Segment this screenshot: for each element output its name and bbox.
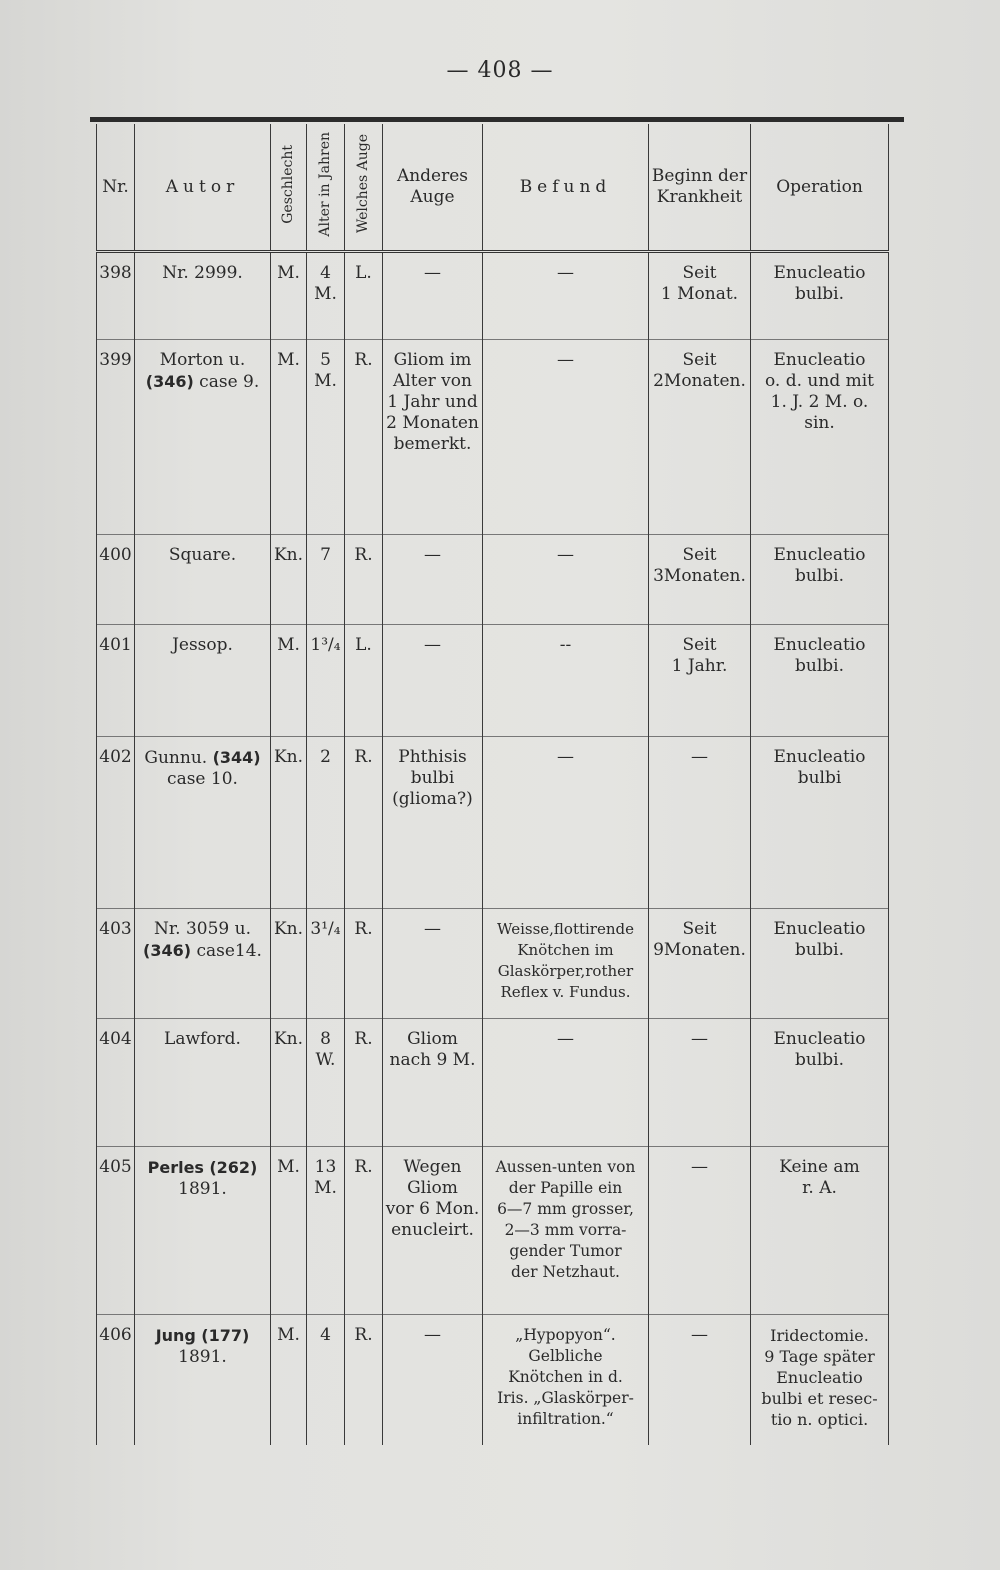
cell-autor: Jessop. xyxy=(135,625,271,737)
cell-alter: 7 xyxy=(307,535,345,625)
cell-befund: -- xyxy=(483,625,649,737)
cell-operation: Iridectomie. 9 Tage später Enucleatio bulbi et resec- tio n. optici. xyxy=(751,1315,889,1445)
cell-beginn: — xyxy=(649,737,751,909)
header-geschlecht xyxy=(271,124,307,252)
header-alter xyxy=(307,124,345,252)
header-alter-label: Alter in Jahren xyxy=(317,131,333,237)
header-operation: Operation xyxy=(751,124,889,252)
cell-sex: M. xyxy=(271,340,307,535)
table-row xyxy=(97,625,889,737)
table-row xyxy=(97,535,889,625)
header-anderes-auge: Anderes Auge xyxy=(383,124,483,252)
cell-auge: R. xyxy=(345,340,383,535)
cell-nr: 399 xyxy=(97,340,135,535)
cell-auge: L. xyxy=(345,625,383,737)
cell-auge: R. xyxy=(345,1019,383,1147)
cell-alter: 5 M. xyxy=(307,340,345,535)
table-row xyxy=(97,252,889,340)
case-table xyxy=(96,124,889,1445)
cell-befund: — xyxy=(483,1019,649,1147)
page-number: — 408 — xyxy=(446,58,554,83)
cell-anderes: — xyxy=(383,625,483,737)
header-nr: Nr. xyxy=(97,124,135,252)
table-row xyxy=(97,1019,889,1147)
cell-alter: 2 xyxy=(307,737,345,909)
cell-sex: Kn. xyxy=(271,535,307,625)
cell-autor xyxy=(135,909,271,1019)
table-row xyxy=(97,909,889,1019)
autor-ref: (346) xyxy=(143,941,192,960)
cell-nr: 406 xyxy=(97,1315,135,1445)
cell-beginn: Seit 1 Jahr. xyxy=(649,625,751,737)
cell-auge: R. xyxy=(345,1147,383,1315)
cell-nr: 402 xyxy=(97,737,135,909)
cell-autor xyxy=(135,340,271,535)
table-row xyxy=(97,1315,889,1445)
autor-detail: 1891. xyxy=(178,1347,227,1367)
cell-nr: 404 xyxy=(97,1019,135,1147)
autor-detail: case14. xyxy=(196,941,262,961)
cell-sex: Kn. xyxy=(271,737,307,909)
cell-nr: 401 xyxy=(97,625,135,737)
cell-nr: 400 xyxy=(97,535,135,625)
cell-operation: Enucleatio bulbi. xyxy=(751,252,889,340)
cell-anderes: — xyxy=(383,252,483,340)
cell-befund: — xyxy=(483,252,649,340)
cell-operation: Enucleatio bulbi. xyxy=(751,909,889,1019)
cell-auge: L. xyxy=(345,252,383,340)
cell-nr: 403 xyxy=(97,909,135,1019)
cell-auge: R. xyxy=(345,909,383,1019)
cell-nr: 405 xyxy=(97,1147,135,1315)
cell-befund: — xyxy=(483,535,649,625)
table-row xyxy=(97,1147,889,1315)
cell-befund: — xyxy=(483,340,649,535)
autor-ref: (346) xyxy=(145,372,194,391)
cell-befund: — xyxy=(483,737,649,909)
cell-operation: Keine am r. A. xyxy=(751,1147,889,1315)
cell-autor xyxy=(135,737,271,909)
header-geschlecht-label: Geschlecht xyxy=(280,144,296,224)
cell-autor xyxy=(135,1315,271,1445)
cell-sex: Kn. xyxy=(271,909,307,1019)
cell-anderes: — xyxy=(383,535,483,625)
cell-sex: M. xyxy=(271,1147,307,1315)
cell-operation: Enucleatio bulbi. xyxy=(751,1019,889,1147)
cell-auge: R. xyxy=(345,1315,383,1445)
header-welches-auge-label: Welches Auge xyxy=(355,134,371,234)
cell-alter: 13 M. xyxy=(307,1147,345,1315)
header-befund: Befund xyxy=(483,124,649,252)
autor-name: Morton u. xyxy=(159,350,246,370)
cell-alter: 4 M. xyxy=(307,252,345,340)
cell-sex: M. xyxy=(271,1315,307,1445)
cell-autor: Lawford. xyxy=(135,1019,271,1147)
cell-beginn: — xyxy=(649,1315,751,1445)
cell-autor: Nr. 2999. xyxy=(135,252,271,340)
cell-befund: „Hypopyon“. Gelbliche Knötchen in d. Iris. „Glaskörper- infiltration.“ xyxy=(483,1315,649,1445)
cell-nr: 398 xyxy=(97,252,135,340)
header-welches-auge xyxy=(345,124,383,252)
cell-anderes: Wegen Gliom vor 6 Mon. enucleirt. xyxy=(383,1147,483,1315)
autor-ref: (344) xyxy=(212,748,261,767)
cell-auge: R. xyxy=(345,737,383,909)
cell-anderes: — xyxy=(383,909,483,1019)
header-row xyxy=(97,124,889,252)
cell-operation: Enucleatio o. d. und mit 1. J. 2 M. o. sin. xyxy=(751,340,889,535)
cell-sex: M. xyxy=(271,625,307,737)
cell-sex: Kn. xyxy=(271,1019,307,1147)
cell-beginn: Seit 2Monaten. xyxy=(649,340,751,535)
autor-ref: (262) xyxy=(209,1158,258,1177)
autor-detail: 1891. xyxy=(178,1179,227,1199)
autor-name: Jung xyxy=(155,1326,196,1345)
cell-alter: 1³/₄ xyxy=(307,625,345,737)
cell-sex: M. xyxy=(271,252,307,340)
autor-name: Perles xyxy=(147,1158,204,1177)
top-rule xyxy=(90,117,904,122)
cell-beginn: Seit 9Monaten. xyxy=(649,909,751,1019)
header-beginn: Beginn der Krankheit xyxy=(649,124,751,252)
cell-auge: R. xyxy=(345,535,383,625)
cell-alter: 4 xyxy=(307,1315,345,1445)
cell-anderes: Gliom im Alter von 1 Jahr und 2 Monaten bemerkt. xyxy=(383,340,483,535)
autor-ref: (177) xyxy=(201,1326,250,1345)
cell-autor xyxy=(135,1147,271,1315)
cell-beginn: Seit 3Monaten. xyxy=(649,535,751,625)
cell-beginn: — xyxy=(649,1147,751,1315)
cell-anderes: Gliom nach 9 M. xyxy=(383,1019,483,1147)
cell-operation: Enucleatio bulbi. xyxy=(751,535,889,625)
table-row xyxy=(97,340,889,535)
cell-beginn: Seit 1 Monat. xyxy=(649,252,751,340)
cell-alter: 3¹/₄ xyxy=(307,909,345,1019)
autor-name: Gunnu. xyxy=(144,748,208,768)
autor-detail: case 10. xyxy=(167,769,238,789)
cell-anderes: Phthisis bulbi (glioma?) xyxy=(383,737,483,909)
table-row xyxy=(97,737,889,909)
autor-name: Nr. 3059 u. xyxy=(154,919,251,939)
cell-beginn: — xyxy=(649,1019,751,1147)
cell-operation: Enucleatio bulbi. xyxy=(751,625,889,737)
header-autor: Autor xyxy=(135,124,271,252)
cell-alter: 8 W. xyxy=(307,1019,345,1147)
cell-befund: Aussen-unten von der Papille ein 6—7 mm grosser, 2—3 mm vorra- gender Tumor der Netzhaut. xyxy=(483,1147,649,1315)
cell-befund: Weisse,flottirende Knötchen im Glaskörper,rother Reflex v. Fundus. xyxy=(483,909,649,1019)
autor-detail: case 9. xyxy=(193,372,260,392)
cell-anderes: — xyxy=(383,1315,483,1445)
cell-autor: Square. xyxy=(135,535,271,625)
cell-operation: Enucleatio bulbi xyxy=(751,737,889,909)
